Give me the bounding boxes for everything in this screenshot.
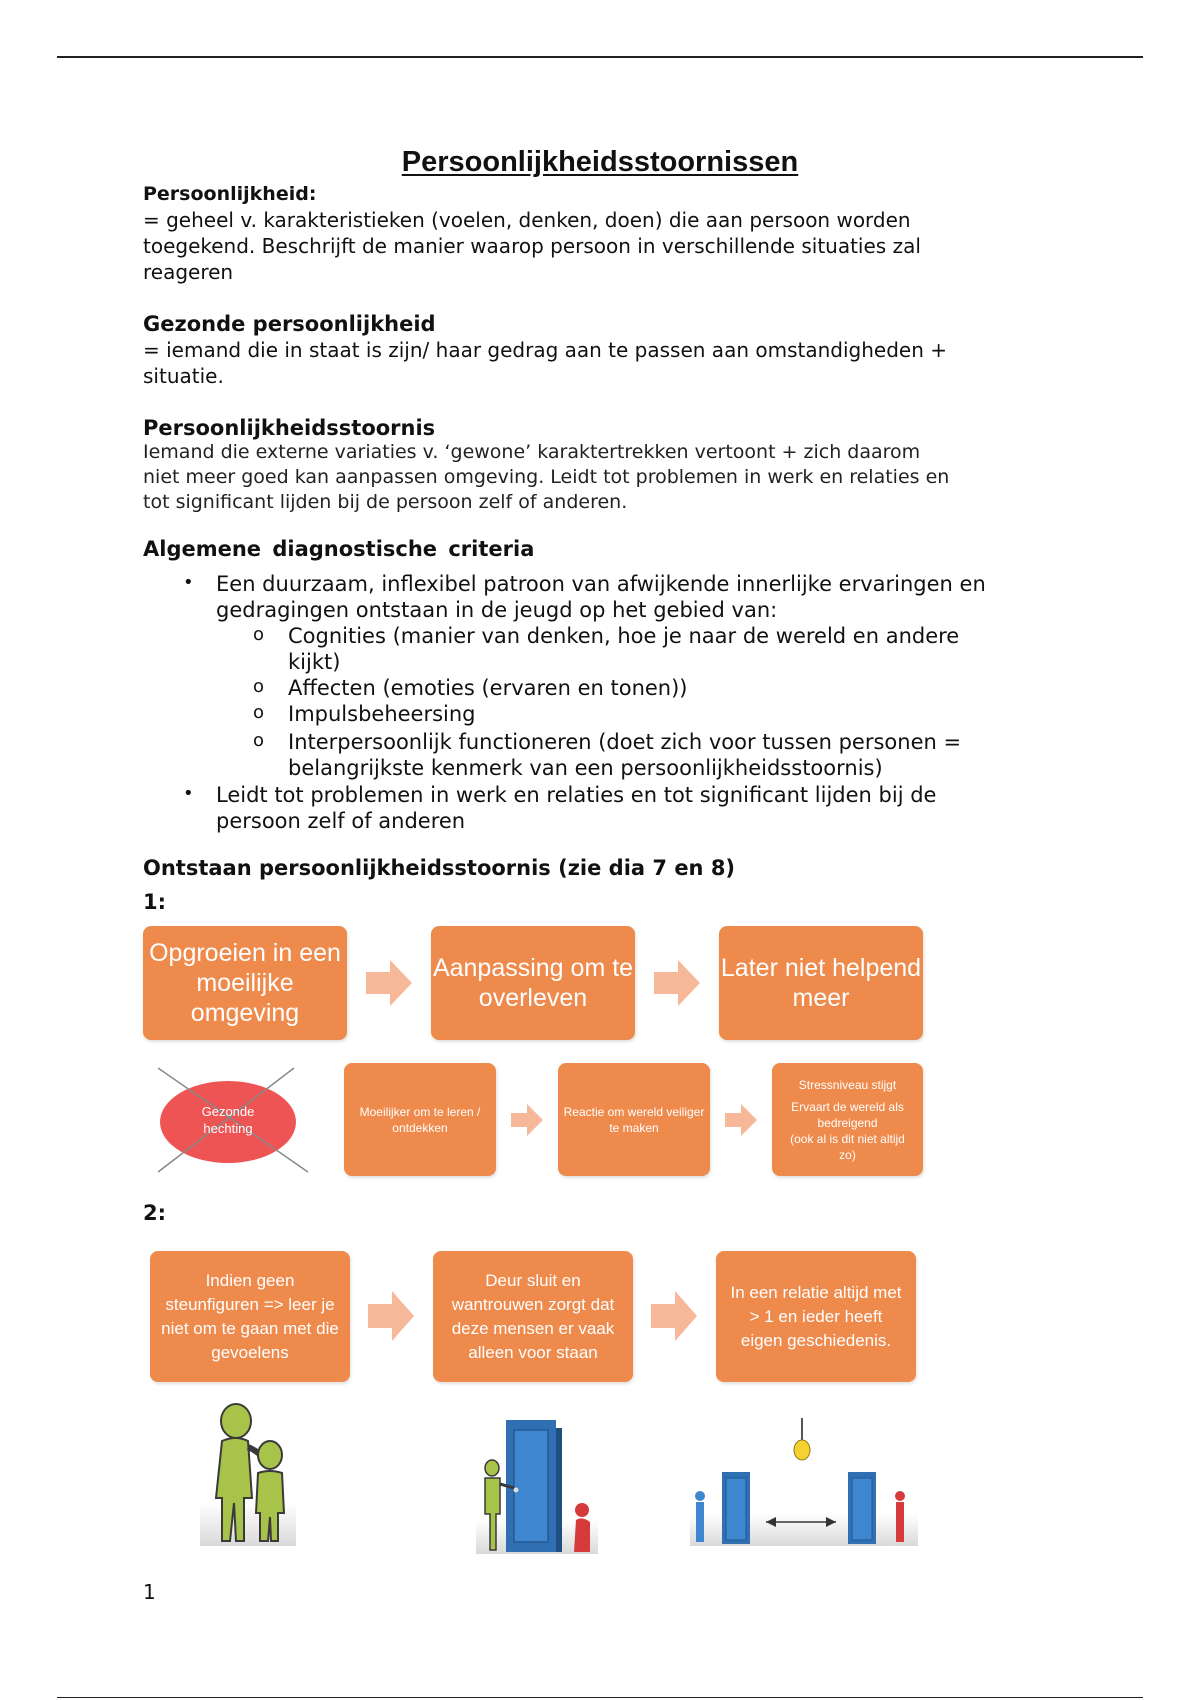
text-line: reageren (143, 260, 234, 284)
text-line: Affecten (emoties (ervaren en tonen)) (288, 676, 688, 700)
two-doors-lamp-icon (690, 1418, 918, 1546)
text-line: Leidt tot problemen in werk en relaties en tot significant lijden bij de (216, 783, 937, 807)
criteria-sub-4 (288, 729, 1108, 781)
text-line: Een duurzaam, inflexibel patroon van afwijkende innerlijke ervaringen en (216, 572, 986, 596)
arrow-right-icon (368, 1291, 416, 1341)
arrow-right-icon (511, 1104, 545, 1136)
text-line: Iemand die externe variaties v. ‘gewone’ karaktertrekken vertoont + zich daarom (143, 441, 921, 463)
heading-gezonde-persoonlijkheid: Gezonde persoonlijkheid (143, 312, 436, 336)
bullet-symbol: • (183, 783, 194, 804)
stoornis-text (143, 440, 1123, 515)
parent-child-figures-icon (200, 1403, 296, 1546)
flow-box-later-niet-helpend: Later niet helpend meer (719, 926, 923, 1040)
flow-box-steunfiguren: Indien geen steunfiguren => leer je niet om te gaan met die gevoelens (150, 1251, 350, 1382)
page-title: Persoonlijkheidsstoornissen (401, 146, 799, 178)
box-line: (ook al is dit niet altijd zo) (790, 1131, 905, 1162)
heading-persoonlijkheid: Persoonlijkheid: (143, 183, 317, 205)
bullet-symbol: • (183, 572, 194, 593)
arrow-right-icon (725, 1104, 759, 1136)
flow-box-opgroeien: Opgroeien in een moeilijke omgeving (143, 926, 347, 1040)
text-line: belangrijkste kenmerk van een persoonlijkheidsstoornis) (288, 756, 883, 780)
top-rule (57, 56, 1143, 58)
text-line: Impulsbeheersing (288, 702, 476, 726)
box-line: Ervaart de wereld als bedreigend (791, 1099, 904, 1130)
door-figures-icon (476, 1418, 598, 1554)
sub-bullet-symbol: o (253, 676, 265, 697)
arrow-right-icon (651, 1291, 699, 1341)
text-line: Cognities (manier van denken, hoe je naar de wereld en andere (288, 624, 960, 648)
criteria-sub-2 (288, 675, 1108, 701)
box-line: Stressniveau stijgt (798, 1077, 897, 1092)
heading-criteria: Algemene diagnostische criteria (143, 537, 535, 561)
text-line: situatie. (143, 364, 224, 388)
flow-box-deur-sluit: Deur sluit en wantrouwen zorgt dat deze mensen er vaak alleen voor staan (433, 1251, 633, 1382)
text-line: tot significant lijden bij de persoon zelf of anderen. (143, 491, 628, 513)
text-line: Interpersoonlijk functioneren (doet zich voor tussen personen = (288, 730, 962, 754)
criteria-bullet-1 (216, 571, 1116, 623)
text-line: persoon zelf of anderen (216, 809, 466, 833)
bottom-rule (57, 1697, 1143, 1698)
ellipse-label: Gezonde hechting (201, 1104, 255, 1136)
criteria-sub-3 (288, 701, 1108, 727)
sub-bullet-symbol: o (253, 624, 265, 645)
label-1: 1: (143, 890, 167, 914)
sub-bullet-symbol: o (253, 730, 265, 751)
text-line: = iemand die in staat is zijn/ haar gedrag aan te passen aan omstandigheden + (143, 338, 947, 362)
flow-box-stressniveau (772, 1063, 923, 1176)
arrow-right-icon (654, 960, 702, 1006)
text-line: kijkt) (288, 650, 341, 674)
heading-persoonlijkheidsstoornis: Persoonlijkheidsstoornis (143, 416, 436, 440)
flow-box-moeilijker: Moeilijker om te leren / ontdekken (344, 1063, 496, 1176)
text-line: niet meer goed kan aanpassen omgeving. Leidt tot problemen in werk en relaties en (143, 466, 950, 488)
gezond-text (143, 337, 1103, 389)
heading-ontstaan: Ontstaan persoonlijkheidsstoornis (zie dia 7 en 8) (143, 856, 736, 880)
arrow-right-icon (366, 960, 414, 1006)
criteria-sub-1 (288, 623, 1108, 675)
flow-box-relatie: In een relatie altijd met > 1 en ieder heeft eigen geschiedenis. (716, 1251, 916, 1382)
label-2: 2: (143, 1201, 167, 1225)
persoonlijkheid-text (143, 207, 1103, 285)
text-line: gedragingen ontstaan in de jeugd op het gebied van: (216, 598, 778, 622)
flow-box-reactie: Reactie om wereld veiliger te maken (558, 1063, 710, 1176)
flow-box-aanpassing: Aanpassing om te overleven (431, 926, 635, 1040)
page-number: 1 (143, 1580, 156, 1604)
sub-bullet-symbol: o (253, 702, 265, 723)
text-line: toegekend. Beschrijft de manier waarop persoon in verschillende situaties zal (143, 234, 921, 258)
criteria-bullet-2 (216, 782, 1116, 834)
text-line: = geheel v. karakteristieken (voelen, denken, doen) die aan persoon worden (143, 208, 911, 232)
